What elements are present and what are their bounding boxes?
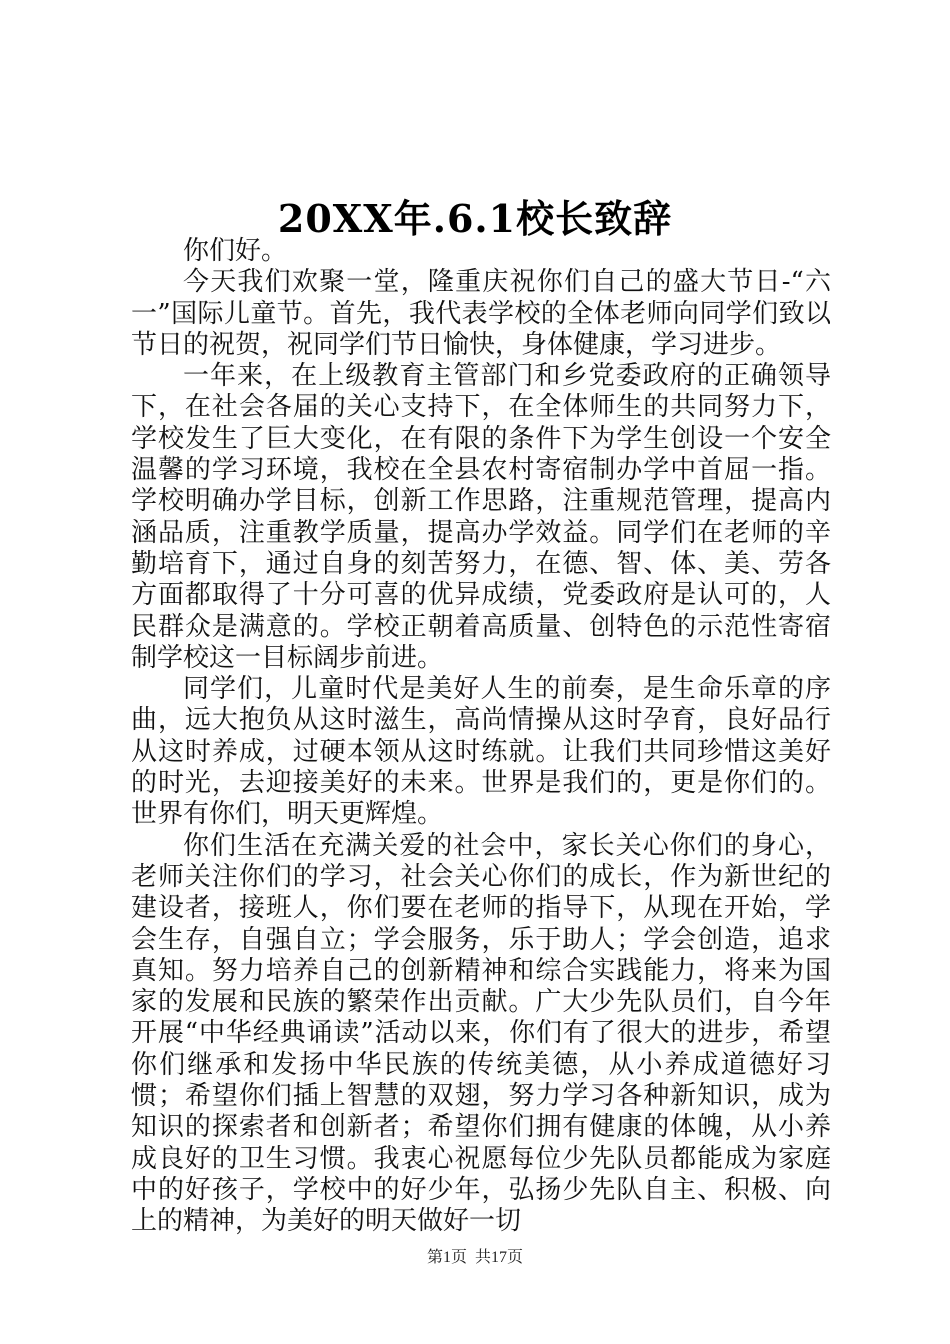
total-pages: 共17页: [475, 1249, 524, 1266]
paragraph-school-achievements: 一年来，在上级教育主管部门和乡党委政府的正确领导下，在社会各届的关心支持下，在全体师生的共同努力下，学校发生了巨大变化，在有限的条件下为学生创设一个安全温馨的学习环境，我校在全县农村寄宿制办学中首屈一指。学校明确办学目标，创新工作思路，注重规范管理，提高内涵品质，注重教学质量，提高办学效益。同学们在老师的辛勤培育下，通过自身的刻苦努力，在德、智、体、美、劳各方面都取得了十分可喜的优异成绩，党委政府是认可的，人民群众是满意的。学校正朝着高质量、创特色的示范性寄宿制学校这一目标阔步前进。: [131, 361, 831, 673]
paragraph-childhood: 同学们，儿童时代是美好人生的前奏，是生命乐章的序曲，远大抱负从这时滋生，高尚情操从这时孕育，良好品行从这时养成，过硬本领从这时练就。让我们共同珍惜这美好的时光，去迎接美好的未来。世界是我们的，更是你们的。世界有你们，明天更辉煌。: [131, 674, 831, 830]
document-body: [131, 236, 831, 1238]
page-footer: [0, 1244, 950, 1267]
paragraph-expectations: 你们生活在充满关爱的社会中，家长关心你们的身心，老师关注你们的学习，社会关心你们的成长，作为新世纪的建设者，接班人，你们要在老师的指导下，从现在开始，学会生存，自强自立；学会服务，乐于助人；学会创造，追求真知。努力培养自己的创新精神和综合实践能力，将来为国家的发展和民族的繁荣作出贡献。广大少先队员们，自今年开展“中华经典诵读”活动以来，你们有了很大的进步，希望你们继承和发扬中华民族的传统美德，从小养成道德好习惯；希望你们插上智慧的双翅，努力学习各种新知识，成为知识的探索者和创新者；希望你们拥有健康的体魄，从小养成良好的卫生习惯。我衷心祝愿每位少先队员都能成为家庭中的好孩子，学校中的好少年，弘扬少先队自主、积极、向上的精神，为美好的明天做好一切: [131, 830, 831, 1237]
current-page-number: 第1页: [426, 1249, 467, 1266]
document-title: 20XX年.6.1校长致辞: [277, 196, 673, 241]
paragraph-greeting: 你们好。: [183, 236, 288, 266]
paragraph-celebration: 今天我们欢聚一堂，隆重庆祝你们自己的盛大节日-“六一”国际儿童节。首先，我代表学校的全体老师向同学们致以节日的祝贺，祝同学们节日愉快，身体健康，学习进步。: [131, 267, 831, 360]
